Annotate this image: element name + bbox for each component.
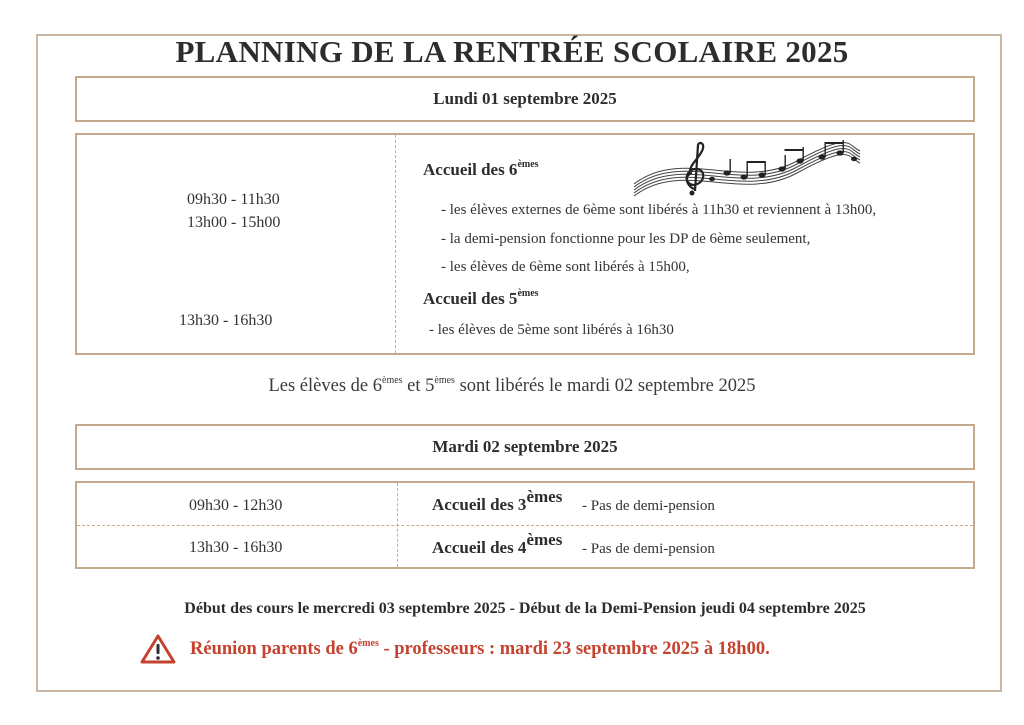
day1-header: Lundi 01 septembre 2025 <box>433 89 617 108</box>
day2-header: Mardi 02 septembre 2025 <box>432 437 618 456</box>
day2-schedule-box <box>75 481 975 569</box>
day1-time-3: 13h30 - 16h30 <box>179 312 273 329</box>
day2-row2-time: 13h30 - 16h30 <box>189 539 283 556</box>
day2-header-box <box>75 424 975 470</box>
course-start-note: Début des cours le mercredi 03 septembre 2025 - Début de la Demi-Pension jeudi 04 septembre 2025 <box>184 600 866 617</box>
group6-item-3: - les élèves de 6ème sont libérés à 15h00, <box>441 259 690 275</box>
day2-row2-group: Accueil des 4èmes <box>432 530 563 557</box>
day1-time-1: 09h30 - 11h30 <box>187 191 280 208</box>
parents-meeting-text: Réunion parents de 6èmes - professeurs : mardi 23 septembre 2025 à 18h00. <box>190 637 770 659</box>
group5-heading: Accueil des 5èmes <box>423 288 539 308</box>
day2-row1-detail: - Pas de demi-pension <box>582 498 715 514</box>
day1-time-2: 13h00 - 15h00 <box>187 214 281 231</box>
day1-schedule-box <box>75 133 975 355</box>
parents-meeting-line <box>140 633 770 665</box>
group6-heading: Accueil des 6èmes <box>423 159 539 179</box>
day1-column-divider <box>395 135 396 353</box>
group6-item-1: - les élèves externes de 6ème sont libérés à 11h30 et reviennent à 13h00, <box>441 202 877 218</box>
page-title: PLANNING DE LA RENTRÉE SCOLAIRE 2025 <box>175 34 849 69</box>
day1-header-box <box>75 76 975 122</box>
day2-row1-group: Accueil des 3èmes <box>432 487 563 514</box>
music-notes-icon <box>632 139 862 197</box>
day2-row-divider <box>77 525 973 526</box>
group6-item-2: - la demi-pension fonctionne pour les DP de 6ème seulement, <box>441 231 811 247</box>
warning-triangle-icon <box>140 633 176 665</box>
release-note: Les élèves de 6èmes et 5èmes sont libérés le mardi 02 septembre 2025 <box>268 375 756 396</box>
day2-row2-detail: - Pas de demi-pension <box>582 541 715 557</box>
group5-item-1: - les élèves de 5ème sont libérés à 16h30 <box>429 322 674 338</box>
day2-row1-time: 09h30 - 12h30 <box>189 497 283 514</box>
